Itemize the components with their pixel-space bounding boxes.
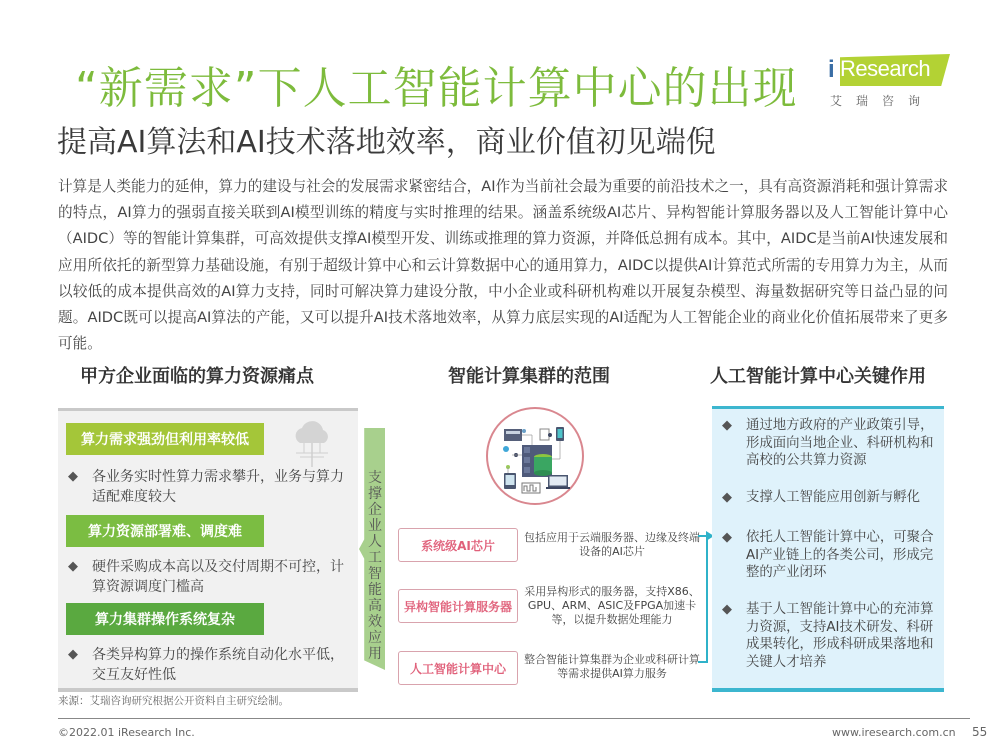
right-heading: 人工智能计算中心关键作用 [710, 366, 926, 387]
key-role-1: ◆ 通过地方政府的产业政策引导，形成面向当地企业、科研机构和高校的公共算力资源 [722, 418, 934, 468]
left-heading: 甲方企业面临的算力资源痛点 [80, 366, 314, 387]
arrow-band-text: 支撑企业人工智能高效应用 [368, 470, 382, 662]
diamond-bullet-icon: ◆ [722, 530, 732, 545]
source-note: 来源：艾瑞咨询研究根据公开资料自主研究绘制。 [58, 695, 289, 707]
computing-cluster-illustration [486, 407, 584, 505]
cluster-desc-ai-chip: 包括应用于云端服务器、边缘及终端设备的AI芯片 [524, 531, 700, 558]
pain-points-panel [58, 408, 358, 692]
pain-tag-2: 算力资源部署难、调度难 [66, 515, 264, 547]
iresearch-logo [826, 52, 951, 112]
logo-name: Research [840, 56, 931, 81]
cluster-desc-hetero-server: 采用异构形式的服务器，支持X86、GPU、ARM、ASIC及FPGA加速卡等，以提升数据处理能力 [524, 585, 700, 626]
pain-point-3: ◆ 各类异构算力的操作系统自动化水平低，交互友好性低 [68, 647, 344, 683]
pain-tag-1: 算力需求强劲但利用率较低 [66, 423, 264, 455]
diamond-bullet-icon: ◆ [722, 490, 732, 505]
page-subtitle: 提高AI算法和AI技术落地效率，商业价值初见端倪 [57, 125, 716, 160]
cluster-item-hetero-server: 异构智能计算服务器 [398, 589, 518, 623]
footer-copyright: ©2022.01 iResearch Inc. [58, 726, 195, 739]
middle-heading: 智能计算集群的范围 [448, 366, 610, 387]
key-role-2: ◆ 支撑人工智能应用创新与孵化 [722, 490, 921, 505]
diamond-bullet-icon: ◆ [722, 418, 732, 433]
page-title: “新需求”下人工智能计算中心的出现 [75, 63, 798, 114]
diamond-bullet-icon: ◆ [68, 647, 78, 662]
diamond-bullet-icon: ◆ [68, 559, 78, 574]
diamond-bullet-icon: ◆ [68, 469, 78, 484]
footer-divider [58, 718, 970, 719]
diamond-bullet-icon: ◆ [722, 602, 732, 617]
pain-point-2: ◆ 硬件采购成本高以及交付周期不可控，计算资源调度门槛高 [68, 559, 344, 595]
key-role-3: ◆ 依托人工智能计算中心，可聚合AI产业链上的各类公司，形成完整的产业闭环 [722, 530, 934, 580]
logo-mark: i [828, 56, 835, 83]
footer-url[interactable]: www.iresearch.com.cn [832, 726, 956, 739]
page-number: 55 [972, 725, 988, 739]
key-roles-panel [712, 406, 944, 692]
cluster-desc-aidc: 整合智能计算集群为企业或科研计算等需求提供AI算力服务 [524, 653, 700, 680]
cluster-item-ai-chip: 系统级AI芯片 [398, 528, 518, 562]
key-role-4: ◆ 基于人工智能计算中心的充沛算力资源，支持AI技术研发、科研成果转化，形成科研成果落地和关键人才培养 [722, 602, 934, 670]
cloud-network-icon [290, 417, 334, 469]
computing-cluster-icon [488, 409, 582, 503]
pain-tag-3: 算力集群操作系统复杂 [66, 603, 264, 635]
pain-point-1: ◆ 各业务实时性算力需求攀升，业务与算力适配难度较大 [68, 469, 344, 505]
logo-cn: 艾瑞咨询 [830, 94, 935, 108]
connector-line [698, 535, 708, 663]
cluster-item-aidc: 人工智能计算中心 [398, 651, 518, 685]
intro-paragraph: 计算是人类能力的延伸，算力的建设与社会的发展需求紧密结合，AI作为当前社会最为重要的前沿技术之一，具有高资源消耗和强计算需求的特点，AI算力的强弱直接关联到AI模型训练的精度与实时推理的结果。涵盖系统级AI芯片、异构智能计算服务器以及人工智能计算中心（AIDC）等的智能计算集群，可高效提供支撑AI模型开发、训练或推理的算力资源，并降低总拥有成本。其中，AIDC是当前AI快速发展和应用所依托的新型算力基础设施，有别于超级计算中心和云计算数据中心的通用算力，AIDC以提供AI计算范式所需的专用算力为主，从而以较低的成本提供高效的AI算力支持，同时可解决算力建设分散，中小企业或科研机构难以开展复杂模型、海量数据研究等日益凸显的问题。AIDC既可以提高AI算法的产能，又可以提升AI技术落地效率，从算力底层实现的AI适配为人工智能企业的商业化价值拓展带来了更多可能。 [58, 178, 948, 353]
